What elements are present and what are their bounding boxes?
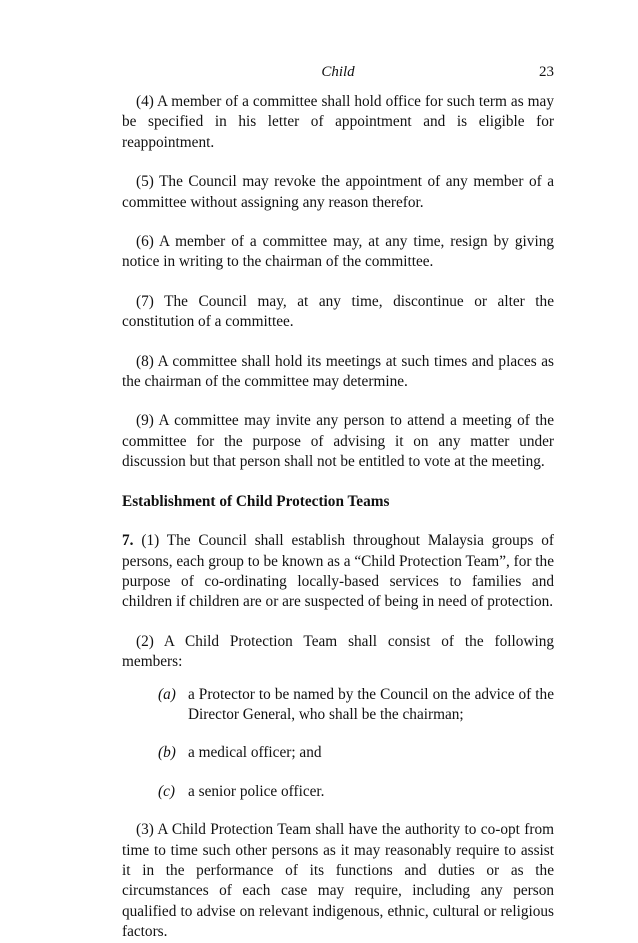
running-head	[122, 64, 554, 82]
list-item-b	[158, 743, 554, 763]
list-item-label: (c)	[158, 782, 175, 800]
list-item-text: a Protector to be named by the Council on the advice of the Director General, who shall be the chairman;	[188, 685, 554, 723]
list-item-c	[158, 782, 554, 802]
list-item-text: a medical officer; and	[188, 744, 322, 762]
paragraph-6: (6) A member of a committee may, at any time, resign by giving notice in writing to the chairman of the committee.	[122, 233, 554, 271]
section-7-subsection-2: (2) A Child Protection Team shall consist of the following members:	[122, 632, 554, 671]
section-7-subsection-1	[122, 531, 554, 613]
list-item-a	[158, 685, 554, 726]
section-7-subsection-3: (3) A Child Protection Team shall have the authority to co-opt from time to time such other persons as it may reasonably require to assist it in the performance of its functions and duties or as the circumstances of each case may require, including any person qualified to advise on relevant indigenous, ethnic, cultural or religious factors.	[122, 821, 554, 941]
subsection-1-text: (1) The Council shall establish throughout Malaysia groups of persons, each group to be known as a “Child Protection Team”, for the purpose of co-ordinating locally-based services to families and children if children are or are suspected of being in need of protection.	[122, 532, 554, 611]
running-title: Child	[321, 64, 355, 80]
paragraph-5: (5) The Council may revoke the appointment of any member of a committee without assigning any reason therefor.	[122, 173, 554, 211]
paragraph-7: (7) The Council may, at any time, discontinue or alter the constitution of a committee.	[122, 292, 554, 331]
section-number: 7.	[122, 532, 134, 550]
list-item-label: (a)	[158, 685, 176, 703]
body-text	[122, 92, 554, 943]
paragraph-9: (9) A committee may invite any person to attend a meeting of the committee for the purpose of advising it on any matter under discussion but that person shall not be entitled to vote at the meeting.	[122, 412, 554, 471]
section-heading: Establishment of Child Protection Teams	[122, 492, 390, 510]
list-item-text: a senior police officer.	[188, 782, 325, 800]
paragraph-8: (8) A committee shall hold its meetings at such times and places as the chairman of the committee may determine.	[122, 352, 554, 391]
list-item-label: (b)	[158, 744, 176, 762]
page-number: 23	[539, 64, 554, 80]
paragraph-4: (4) A member of a committee shall hold office for such term as may be specified in his letter of appointment and is eligible for reappointment.	[122, 93, 554, 151]
